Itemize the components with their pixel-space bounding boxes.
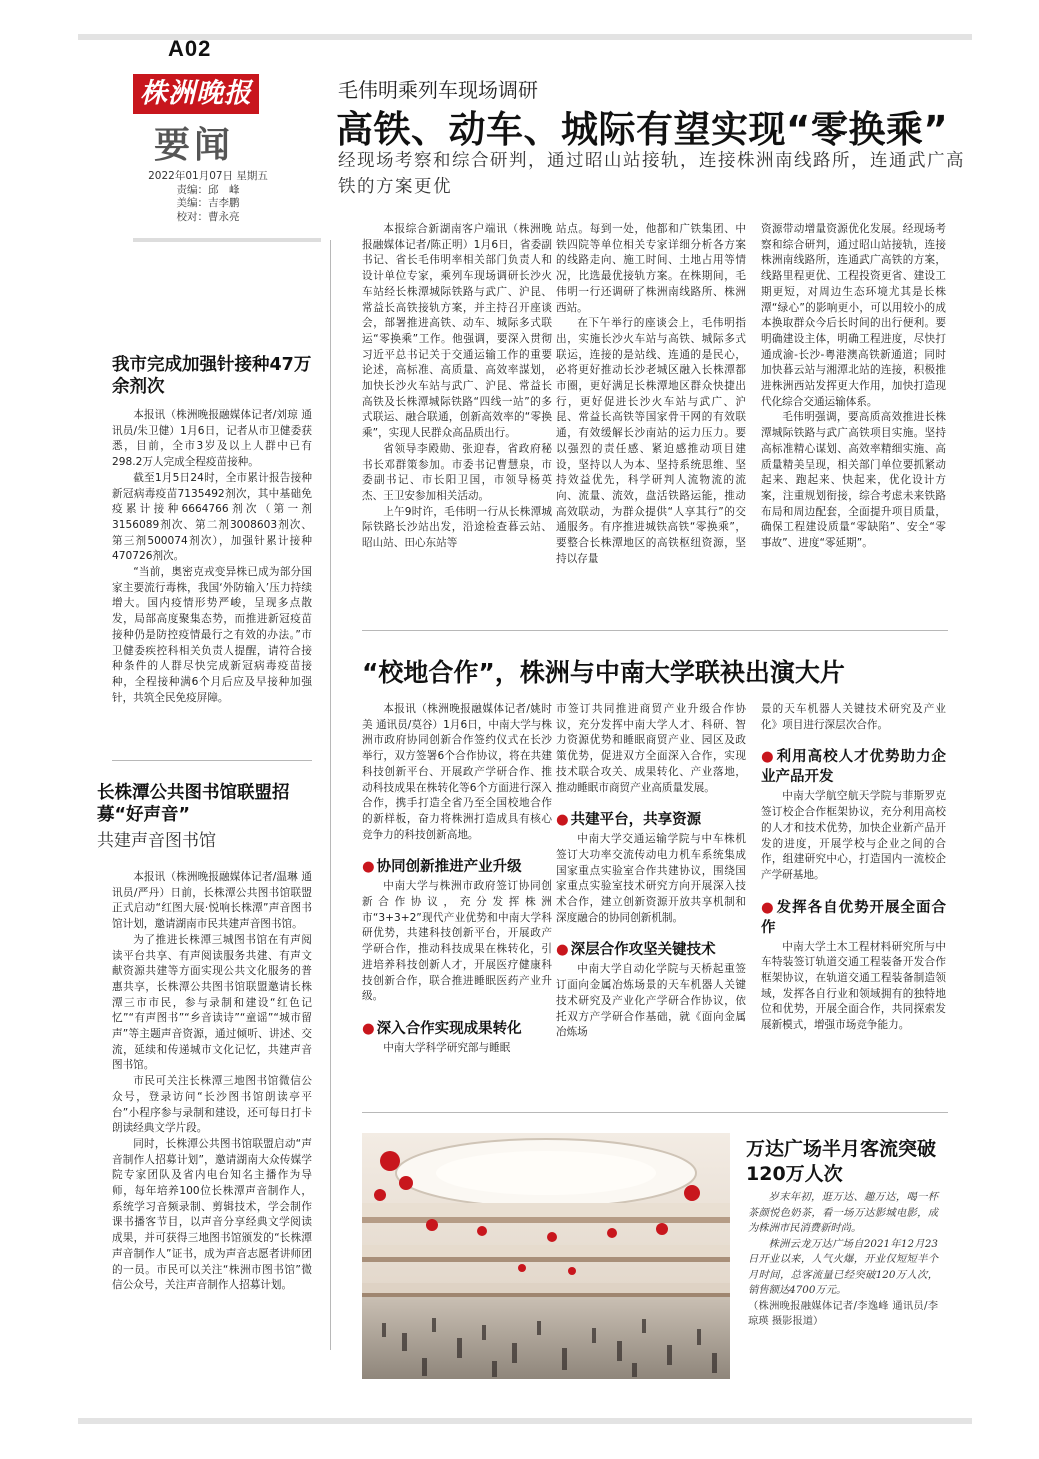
lead-divider [362, 630, 948, 631]
bullet-dot-icon: ● [556, 942, 569, 959]
subhead-label: 发挥各自优势开展全面合作 [761, 899, 946, 936]
cooperation-paragraph: 中南大学交通运输学院与中车株机签订大功率交流传动电力机车系统集成国家重点实验室合作共建协议，围绕国家重点实验室技术研究方向开展深入技术合作，建立创新资源开放共享机制和深度融合的协同创新机制。 [556, 833, 746, 924]
top-bar [78, 34, 972, 40]
subhead [761, 747, 946, 787]
cooperation-paragraph: 景的天车机器人关键技术研究及产业化》项目进行深层次合作。 [761, 703, 946, 731]
subhead [362, 857, 552, 877]
subhead-label: 利用高校人才优势助力企业产品开发 [761, 749, 946, 786]
vaccine-paragraph: 截至1月5日24时，全市累计报告接种新冠病毒疫苗7135492剂次，其中基础免疫累计接种6664766剂次（第一剂3156089剂次、第二剂3008603剂次、第三剂500074剂次），加强针累计接种470726剂次。 [112, 471, 312, 563]
cooperation-paragraph: 中南大学科学研究部与睡眠 [383, 1041, 511, 1054]
vaccine-headline: 我市完成加强针接种47万余剂次 [112, 355, 312, 397]
bullet-dot-icon: ● [761, 899, 775, 916]
section-name: 要闻 [154, 124, 235, 166]
lead-paragraph: 毛伟明强调，要高质高效推进长株潭城际铁路与武广高铁项目实施。坚持高标准精心谋划、高效率精细实施、高质量精美呈现，相关部门单位要抓紧动起来、跑起来、快起来，优化设计方案，注重规划衔接，综合考虑未来铁路布局和周边配套，全面提升项目质量，确保工程建设质量“零缺陷”、安全“零事故”、进度“零延期”。 [761, 411, 946, 550]
sidebar-divider [330, 240, 331, 1350]
library-paragraph: 市民可关注长株潭三地图书馆微信公众号，登录访问“长沙图书馆朗读亭平台”小程序参与录制和建设，还可每日打卡朗读经典文学片段。 [112, 1075, 312, 1135]
vaccine-paragraph: “当前，奥密克戎变异株已成为部分国家主要流行毒株，我国‘外防输入’压力持续增大。国内疫情形势严峻，呈现多点散发，局部高度聚集态势，而推进新冠疫苗接种仍是防控疫情最行之有效的办法。”市卫健委疾控科相关负责人提醒，请符合接种条件的人群尽快完成新冠病毒疫苗接种，全程接种满6个月后应及早接种加强针，共筑全民免疫屏障。 [112, 566, 312, 704]
lead-column-1 [362, 222, 552, 622]
library-headline: 长株潭公共图书馆联盟招募“好声音” [97, 783, 290, 825]
bottom-bar [78, 1418, 972, 1424]
page-number: A02 [168, 36, 212, 61]
cooperation-paragraph: 中南大学自动化学院与天桥起重签订面向金属冶炼场景的天车机器人关键技术研究及产业化产学研合作协议，依托双方产学研合作基础，就《面向金属冶炼场 [556, 963, 746, 1039]
subhead-label: 深入合作实现成果转化 [376, 1020, 522, 1037]
subhead-label: 深层合作攻坚关键技术 [570, 942, 716, 959]
side-divider [112, 760, 312, 761]
lead-headline: 高铁、动车、城际有望实现“零换乘” [336, 108, 949, 151]
lead-column-2 [556, 222, 746, 622]
cooperation-paragraph: 中南大学航空航天学院与菲斯罗克签订校企合作框架协议，充分利用高校的人才和技术优势，加快企业新产品开发的进度，开展学校与企业之间的合作，组建研究中心，打造国内一流校企产学研基地。 [761, 790, 946, 881]
wanda-headline: 万达广场半月客流突破120万人次 [746, 1138, 937, 1185]
lead-deck: 经现场考察和综合研判，通过昭山站接轨，连接株洲南线路所，连通武广高铁的方案更优 [338, 151, 965, 197]
lead-paragraph: 本报综合新湖南客户端讯（株洲晚报融媒体记者/陈正明）1月6日，省委副书记、省长毛伟明率相关部门负责人和设计单位专家，乘列车现场调研长沙火车站经长株潭城际铁路与武广、沪昆、常益长高铁接轨方案，并主持召开座谈会，部署推进高铁、动车、城际多式联运“零换乘”工作。他强调，要深入贯彻习近平总书记关于交通运输工作的重要论述，高标准、高质量、高效率謀划，加快长沙火车站与武广、沪昆、常益长高铁及长株潭城际铁路“四线一站”的多式联运、融合联通，创新高效率的“零换乘”，实现人民群众高品质出行。 [362, 223, 552, 440]
mall-atrium-image [362, 1133, 730, 1379]
bullet-dot-icon: ● [362, 1020, 375, 1037]
page-meta [133, 170, 283, 224]
masthead-divider [133, 238, 321, 242]
library-body [112, 870, 312, 1350]
bullet-dot-icon: ● [362, 859, 375, 876]
subhead-label: 共建平台，共享资源 [570, 812, 702, 829]
cooperation-paragraph: 中南大学土木工程材料研究所与中车特装签订轨道交通工程装备开发合作框架协议，在轨道交通工程装备制造领域，发挥各自行业和领域拥有的独特地位和优势，开展全面合作，共同探索发展新模式，增强市场竞争能力。 [761, 940, 946, 1032]
issue-date: 2022年01月07日 星期五 [148, 170, 268, 182]
lead-paragraph: 省领导李殿勋、张迎春，省政府秘书长邓群策参加。市委书记曹慧泉，市委副书记、市长阳卫国，市领导杨英杰、王卫安参加相关活动。 [362, 442, 552, 502]
lead-paragraph: 在下午举行的座谈会上，毛伟明指出，实施长沙火车站与高铁、城际多式联运，连接的是站线、连通的是民心，必将更好推动长沙老城区融入长株潭都市圈，更好满足长株潭地区群众快捷出行，更好促进长沙火车站与武广、沪昆、常益长高铁等国家骨干网的有效联通，有效缓解长沙南站的运力压力。要以强烈的责任感、紧迫感推动项目建设，坚持以人为本、坚持系统思维、坚持效益优先，科学研判人流物流的流向、流量、流效，盘活铁路运能，推动高效联动，为群众提供“人享其行”的交通服务。有序推进城铁高铁“零换乘”，要整合长株潭地区的高铁枢纽资源，坚持以存量 [556, 317, 746, 565]
library-paragraph: 为了推进长株潭三城图书馆在有声阅读平台共享、有声阅读服务共建、有声文献资源共建等方面实现公共文化服务的普惠共享，长株潭公共图书馆联盟邀请长株潭三市市民，参与录制和建设“红色记忆”“有声图书”“乡音读诗”“童谣”“城市留声”等主题声音资源，通过倾听、讲述、交流，延续和传递城市文化记忆，共建声音图书馆。 [112, 933, 312, 1072]
paper-logo: 株洲晚报 [133, 74, 259, 114]
library-paragraph: 本报讯（株洲晚报融媒体记者/温琳 通讯员/严丹）日前，长株潭公共图书馆联盟正式启动“红图大展·悦响长株潭”声音图书馆计划，邀请湖南市民共建声音图书馆。 [112, 871, 312, 931]
cooperation-column-1 [362, 702, 552, 1094]
subhead [556, 940, 746, 960]
cooperation-column-3 [761, 702, 946, 1094]
lead-paragraph: 上午9时许，毛伟明一行从长株潭城际铁路长沙站出发，沿途检查暮云站、昭山站、田心东站等 [362, 505, 552, 550]
bullet-dot-icon: ● [761, 749, 775, 766]
lead-column-3 [761, 222, 946, 622]
bullet-dot-icon: ● [556, 812, 569, 829]
wanda-paragraph: 岁末年初，逛万达、趣万达，喝一杯茶颜悦色奶茶，看一场万达影城电影，成为株洲市民消费新时尚。 [748, 1191, 938, 1234]
wanda-paragraph: 株洲云龙万达广场自2021年12月23日开业以来，人气火爆，开业仅短短半个月时间，总客流量已经突破120万人次，销售额达4700万元。 [748, 1237, 938, 1296]
cooperation-divider [362, 1112, 948, 1113]
mall-photo [362, 1133, 730, 1379]
vaccine-paragraph: 本报讯（株洲晚报融媒体记者/刘琼 通讯员/朱卫健）1月6日，记者从市卫健委获悉，目前，全市3岁及以上人群中已有298.2万人完成全程疫苗接种。 [112, 409, 312, 469]
cooperation-headline: “校地合作”，株洲与中南大学联袂出演大片 [362, 658, 845, 687]
library-paragraph: 同时，长株潭公共图书馆联盟启动“声音制作人招募计划”，邀请湖南大众传媒学院专家团队及省内电台知名主播作为导师，每年培养100位长株潭声音制作人，系统学习音频录制、剪辑技术，学会制作课书播客节目，以声音分享经典文学阅读成果，并可获得三地图书馆颁发的“长株潭声音制作人”证书，成为声音志愿者讲师团的一员。市民可以关注“株洲市图书馆”微信公众号，关注声音制作人招募计划。 [112, 1137, 312, 1292]
lead-paragraph: 资源带动增量资源优化发展。经现场考察和综合研判，通过昭山站接轨，连接株洲南线路所，连通武广高铁的方案，线路里程更优、工程投资更省、建设工期更短，对周边生态环境尤其是长株潭“绿心”的影响更小，可以用较小的成本换取群众今后长时间的出行便利。要明确建设主体，明确工程进度，尽快打通成渝-长沙-粤港澳高铁新通道；同时加快暮云站与湘潭北站的连接，积极推进株洲西站发挥更大作用，加快打造现代化综合交通运输体系。 [761, 223, 946, 408]
editor-line: 责编：邱 峰 [176, 183, 240, 196]
subhead [362, 1019, 552, 1039]
photo-credit: （株洲晚报融媒体记者/李逸峰 通讯员/李琼瑛 摄影报道） [748, 1299, 938, 1327]
cooperation-paragraph: 市签订共同推进商贸产业升级合作协议，充分发挥中南大学人才、科研、智力资源优势和睡眠商贸产业、园区及政策优势，促进双方全面深入合作，实现技术联合攻关、成果转化、产业落地，推动睡眠市商贸产业高质量发展。 [556, 703, 746, 794]
vaccine-body [112, 408, 312, 746]
proofreader-line: 校对：曹永亮 [176, 210, 240, 223]
subhead [761, 898, 946, 938]
wanda-body [748, 1190, 938, 1330]
designer-line: 美编：吉李鹏 [176, 197, 240, 209]
cooperation-column-2 [556, 702, 746, 1094]
lead-paragraph: 站点。每到一处，他都和广铁集团、中铁四院等单位相关专家详细分析各方案的线路走向、施工时间、土地占用等情况，比选最优接轨方案。在株期间，毛伟明一行还调研了株洲南线路所、株洲西站。 [556, 223, 746, 314]
subhead [556, 810, 746, 830]
cooperation-paragraph: 本报讯（株洲晚报融媒体记者/姚时美 通讯员/莫谷）1月6日，中南大学与株洲市政府协同创新合作签约仪式在长沙举行，双方签署6个合作协议，将在共建科技创新平台、开展政产学研合作、推动科技成果在株转化等6个方面进行深入合作，携手打造全省乃至全国校地合作的新样板，奋力将株洲打造成具有核心竞争力的科技创新高地。 [362, 703, 552, 841]
cooperation-paragraph: 中南大学与株洲市政府签订协同创新合作协议，充分发挥株洲市“3+3+2”现代产业优势和中南大学科研优势，共建科技创新平台，开展政产学研合作，推动科技成果在株转化，引进培养科技创新人才，开展医疗健康科技创新合作，联合推进睡眠医药产业升级。 [362, 880, 552, 1003]
subhead-label: 协同创新推进产业升级 [376, 859, 522, 876]
library-subhead: 共建声音图书馆 [97, 831, 216, 851]
lead-kicker: 毛伟明乘列车现场调研 [338, 78, 538, 102]
